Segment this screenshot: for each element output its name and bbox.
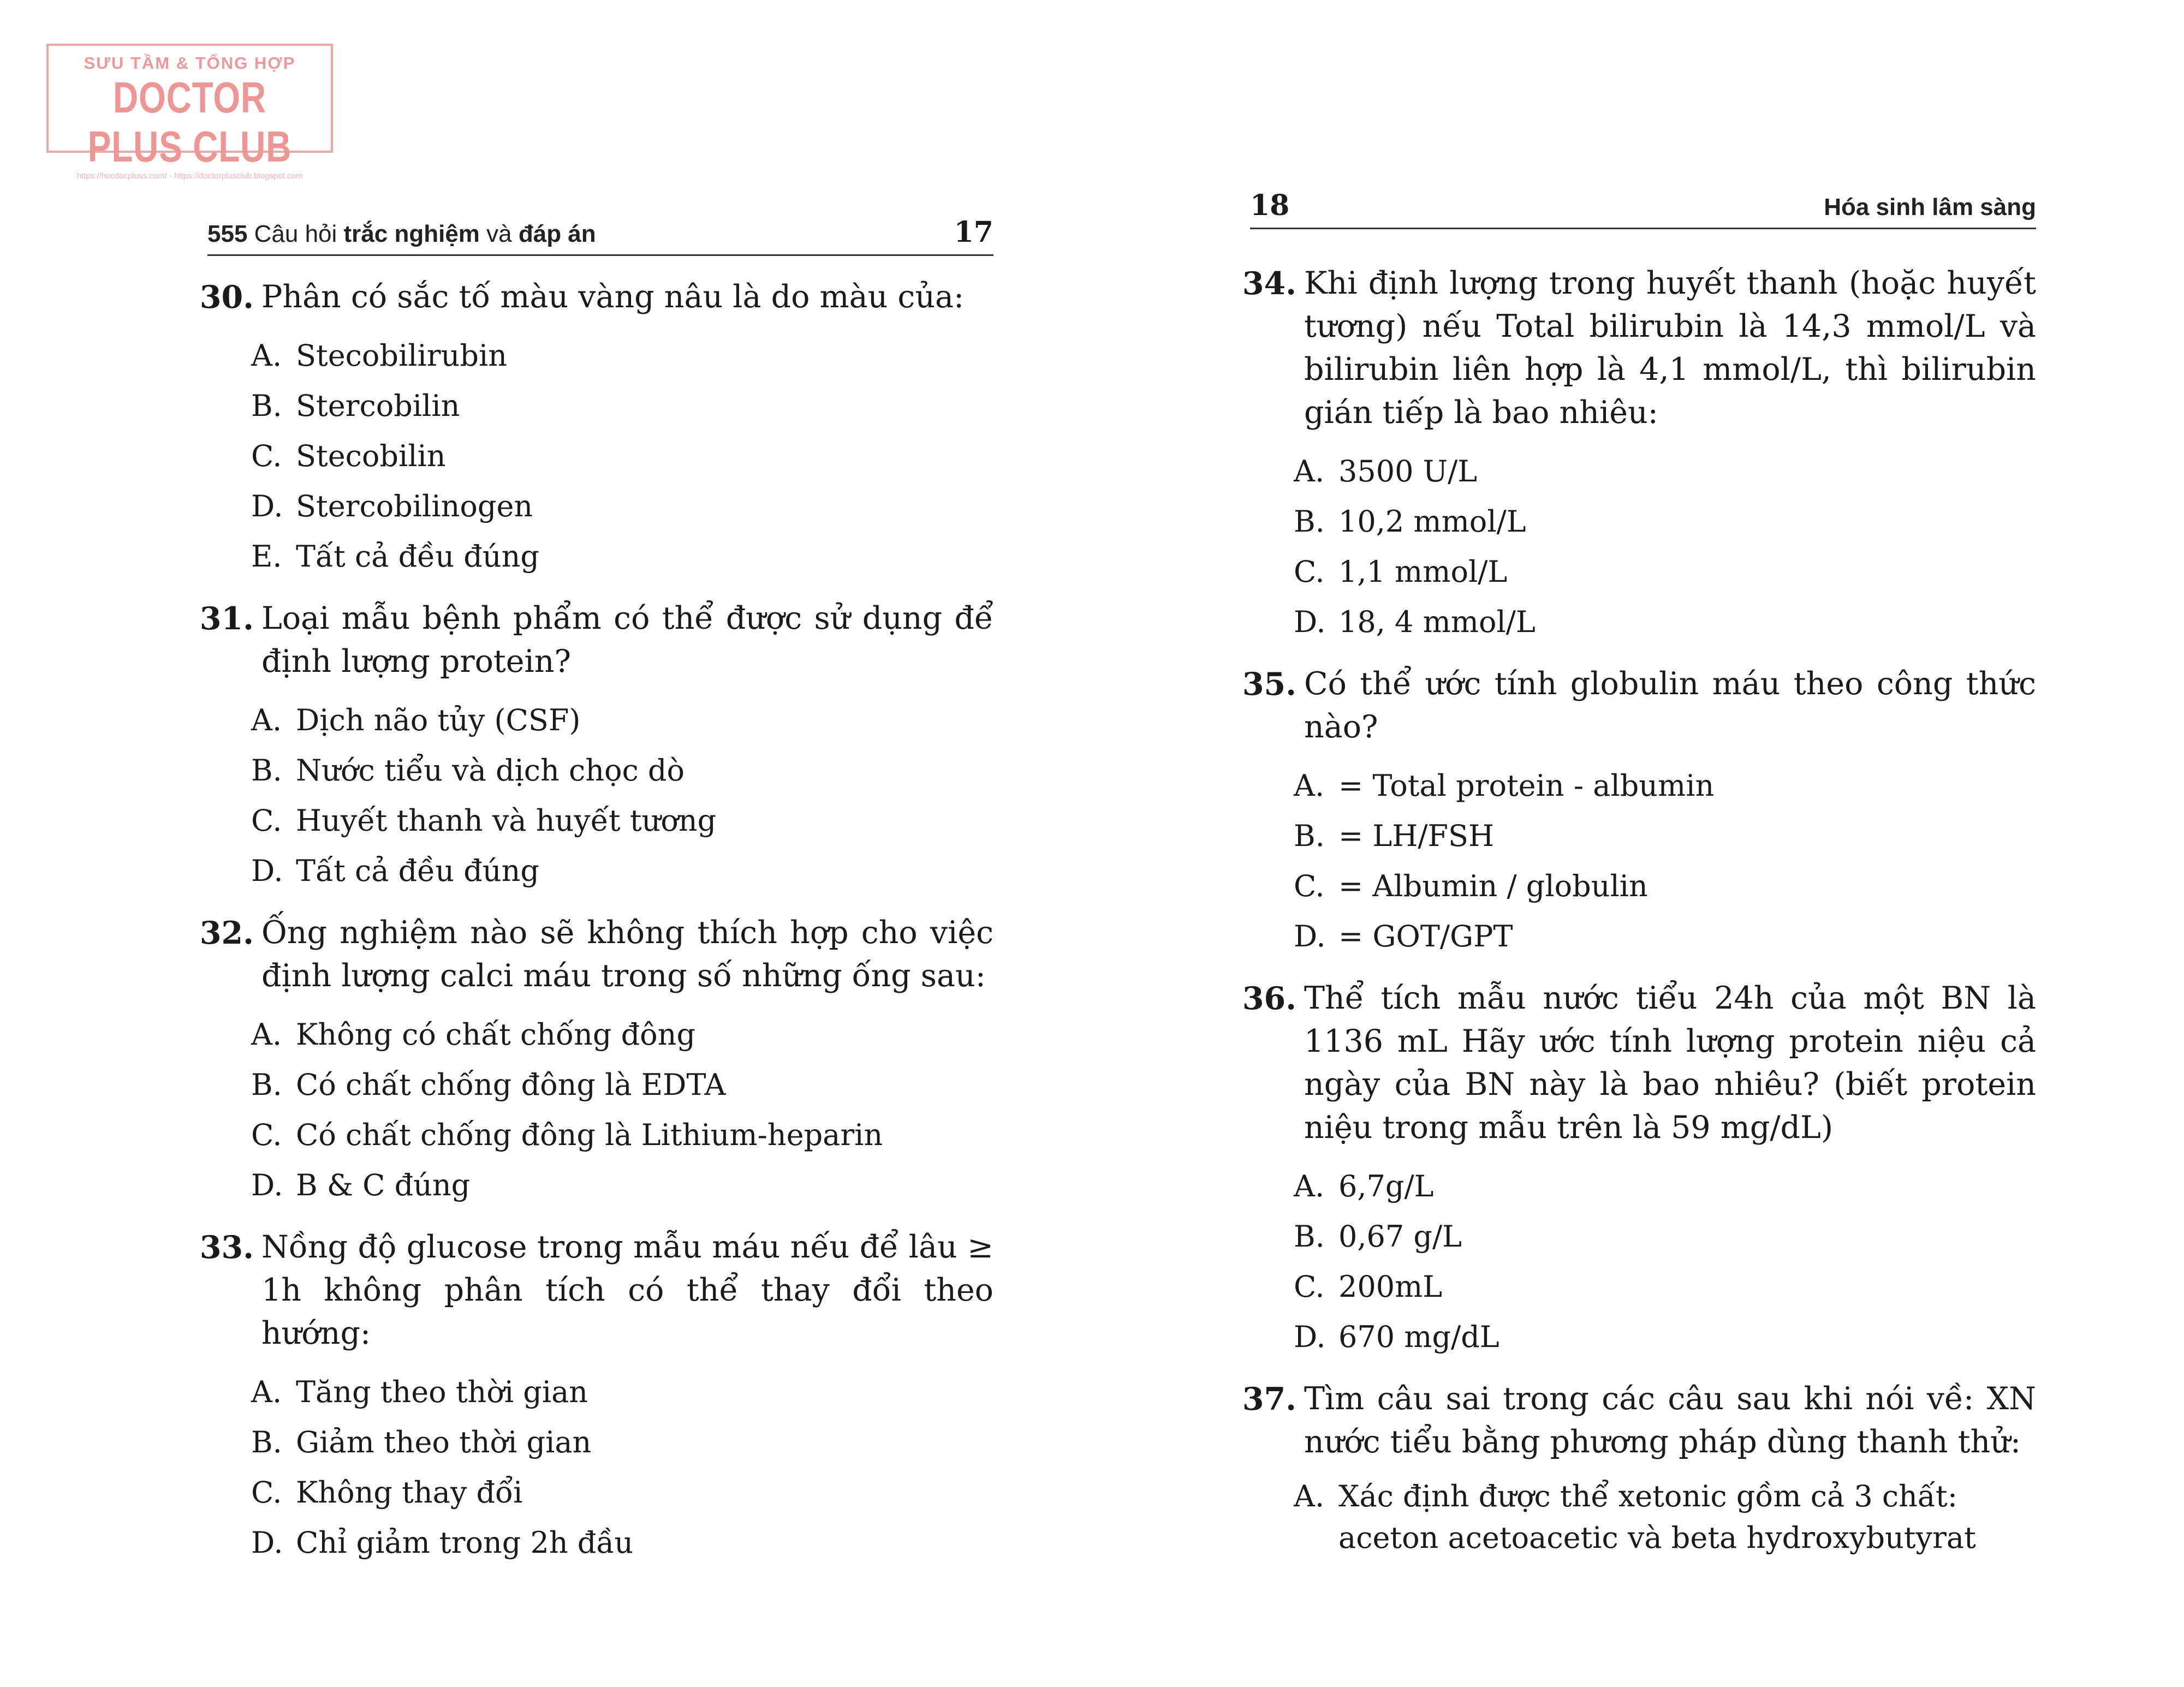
chapter-title: Hóa sinh lâm sàng — [1824, 194, 2036, 220]
option-text: Stecobilin — [296, 439, 446, 473]
question-number: 31. — [199, 600, 254, 637]
option-label: B. — [1294, 504, 1325, 539]
question-text: Có thể ước tính globulin máu theo công thức nào? — [1304, 666, 2036, 745]
option-text: Stecobilirubin — [296, 338, 507, 373]
question — [197, 1226, 993, 1355]
option-text: Stercobilinogen — [296, 489, 533, 523]
answer-option — [1294, 497, 2036, 547]
option-label: A. — [1294, 1479, 1325, 1513]
option-label: A. — [1294, 1169, 1325, 1203]
option-text: = Albumin / globulin — [1338, 869, 1648, 903]
option-text: Xác định được thể xetonic gồm cả 3 chất: aceton acetoacetic và beta hydroxybutyrat — [1338, 1479, 1976, 1555]
answer-option — [251, 481, 993, 532]
answer-option — [251, 1518, 993, 1568]
answer-option — [1294, 1476, 2036, 1559]
option-text: Nước tiểu và dịch chọc dò — [296, 753, 685, 788]
option-label: A. — [1294, 454, 1325, 488]
option-label: D. — [1294, 919, 1326, 953]
question-number: 33. — [199, 1229, 254, 1266]
option-label: B. — [1294, 819, 1325, 853]
option-text: Chỉ giảm trong 2h đầu — [296, 1525, 634, 1560]
option-text: Không có chất chống đông — [296, 1017, 696, 1052]
question — [197, 597, 993, 683]
page-number: 18 — [1250, 189, 1290, 222]
option-text: 1,1 mmol/L — [1338, 555, 1508, 589]
option-text: Có chất chống đông là EDTA — [296, 1068, 726, 1102]
question-number: 35. — [1242, 666, 1296, 702]
answer-option — [1294, 1312, 2036, 1362]
option-text: Huyết thanh và huyết tương — [296, 803, 717, 838]
question-text: Nồng độ glucose trong mẫu máu nếu để lâu ≥ 1h không phân tích có thể thay đổi theo hướng: — [261, 1229, 993, 1351]
question-text: Phân có sắc tố màu vàng nâu là do màu của: — [261, 279, 965, 315]
question-number: 36. — [1242, 980, 1296, 1017]
option-text: B & C đúng — [296, 1168, 471, 1202]
option-label: E. — [251, 539, 282, 574]
answer-option — [1294, 597, 2036, 647]
answer-option — [251, 532, 993, 582]
option-text: 200mL — [1338, 1269, 1443, 1304]
answer-option — [1294, 547, 2036, 597]
option-text: = LH/FSH — [1338, 819, 1495, 853]
option-text: 10,2 mmol/L — [1338, 504, 1526, 539]
answer-option — [1294, 811, 2036, 861]
answer-option — [1294, 761, 2036, 811]
option-text: 6,7g/L — [1338, 1169, 1434, 1203]
answer-option — [1294, 1161, 2036, 1212]
answer-options — [1294, 1161, 2036, 1362]
answer-option — [251, 846, 993, 896]
answer-option — [1294, 861, 2036, 911]
watermark-main-text: DOCTOR PLUS CLUB — [87, 73, 292, 171]
left-page-header — [207, 206, 993, 256]
answer-options — [1294, 1476, 2036, 1559]
question — [1239, 262, 2036, 434]
option-label: C. — [251, 1475, 282, 1510]
book-title-number: 555 — [207, 220, 248, 247]
watermark-top-text: SƯU TẦM & TỔNG HỢP — [84, 53, 296, 73]
option-label: B. — [251, 1068, 282, 1102]
option-label: D. — [251, 1168, 283, 1202]
answer-option — [251, 1468, 993, 1518]
option-label: D. — [251, 489, 283, 523]
answer-option — [251, 1010, 993, 1060]
answer-option — [251, 1367, 993, 1417]
option-label: B. — [251, 753, 282, 788]
option-label: C. — [1294, 869, 1325, 903]
answer-option — [1294, 446, 2036, 497]
book-title-part-4: đáp án — [518, 220, 596, 247]
answer-option — [251, 1160, 993, 1211]
option-label: C. — [1294, 555, 1325, 589]
question-number: 30. — [199, 279, 254, 315]
option-text: Giảm theo thời gian — [296, 1425, 592, 1459]
answer-options — [251, 331, 993, 582]
question-number: 32. — [199, 915, 254, 951]
option-text: = GOT/GPT — [1338, 919, 1513, 953]
option-label: D. — [251, 1525, 283, 1560]
question-text: Thể tích mẫu nước tiểu 24h của một BN là 1136 mL Hãy ước tính lượng protein niệu cả ngày của BN này là bao nhiêu? (biết protein niệu trong mẫu trên là 59 mg/dL) — [1304, 980, 2036, 1146]
question — [1239, 663, 2036, 749]
answer-option — [1294, 1212, 2036, 1262]
option-label: A. — [251, 1017, 282, 1052]
right-page-questions — [1239, 262, 2036, 1574]
option-text: 18, 4 mmol/L — [1338, 605, 1536, 639]
option-text: Tăng theo thời gian — [296, 1375, 588, 1409]
question — [1239, 1378, 2036, 1464]
option-label: A. — [251, 703, 282, 737]
question-number: 37. — [1242, 1381, 1296, 1417]
option-text: Tất cả đều đúng — [296, 854, 540, 888]
question-text: Khi định lượng trong huyết thanh (hoặc huyết tương) nếu Total bilirubin là 14,3 mmol/L và bilirubin liên hợp là 4,1 mmol/L, thì bilirubin gián tiếp là bao nhiêu: — [1304, 265, 2036, 431]
option-label: B. — [251, 389, 282, 423]
option-text: Tất cả đều đúng — [296, 539, 540, 574]
watermark-sub-text: https://hocdocpluss.com/ - https://doctorplusclub.blogspot.com — [76, 171, 303, 181]
left-page-questions — [197, 276, 993, 1583]
answer-option — [251, 381, 993, 431]
option-text: = Total protein - albumin — [1338, 768, 1715, 803]
question-text: Ống nghiệm nào sẽ không thích hợp cho việc định lượng calci máu trong số những ống sau: — [261, 915, 993, 994]
page-number: 17 — [954, 216, 993, 249]
question — [197, 911, 993, 998]
answer-options — [251, 1010, 993, 1211]
option-text: 0,67 g/L — [1338, 1219, 1462, 1254]
question — [197, 276, 993, 319]
option-label: D. — [1294, 605, 1326, 639]
option-label: C. — [1294, 1269, 1325, 1304]
watermark-stamp — [46, 44, 333, 181]
option-label: D. — [1294, 1320, 1326, 1354]
option-label: C. — [251, 803, 282, 838]
answer-options — [1294, 446, 2036, 647]
option-text: 3500 U/L — [1338, 454, 1478, 488]
answer-options — [251, 1367, 993, 1568]
option-label: D. — [251, 854, 283, 888]
answer-option — [1294, 1262, 2036, 1312]
option-text: Stercobilin — [296, 389, 460, 423]
option-label: B. — [1294, 1219, 1325, 1254]
answer-option — [251, 746, 993, 796]
option-text: Có chất chống đông là Lithium-heparin — [296, 1118, 883, 1152]
option-label: A. — [251, 338, 282, 373]
book-title — [207, 220, 596, 248]
answer-option — [251, 695, 993, 746]
option-text: 670 mg/dL — [1338, 1320, 1499, 1354]
answer-option — [251, 1417, 993, 1468]
option-label: A. — [1294, 768, 1325, 803]
answer-options — [251, 695, 993, 896]
answer-option — [251, 1110, 993, 1160]
option-label: A. — [251, 1375, 282, 1409]
answer-option — [251, 1060, 993, 1110]
option-label: B. — [251, 1425, 282, 1459]
question-text: Loại mẫu bệnh phẩm có thể được sử dụng để định lượng protein? — [261, 600, 993, 679]
answer-option — [251, 431, 993, 481]
answer-options — [1294, 761, 2036, 962]
answer-option — [1294, 911, 2036, 962]
book-title-part-2: trắc nghiệm — [343, 220, 480, 247]
option-text: Không thay đổi — [296, 1475, 523, 1510]
book-title-part-1: Câu hỏi — [247, 220, 344, 247]
option-text: Dịch não tủy (CSF) — [296, 703, 581, 737]
option-label: C. — [251, 1118, 282, 1152]
right-page-header — [1250, 183, 2036, 229]
answer-option — [251, 796, 993, 846]
question — [1239, 977, 2036, 1149]
book-title-part-3: và — [479, 220, 519, 247]
option-label: C. — [251, 439, 282, 473]
question-number: 34. — [1242, 265, 1296, 302]
question-text: Tìm câu sai trong các câu sau khi nói về: XN nước tiểu bằng phương pháp dùng thanh thử: — [1304, 1381, 2036, 1460]
answer-option — [251, 331, 993, 381]
